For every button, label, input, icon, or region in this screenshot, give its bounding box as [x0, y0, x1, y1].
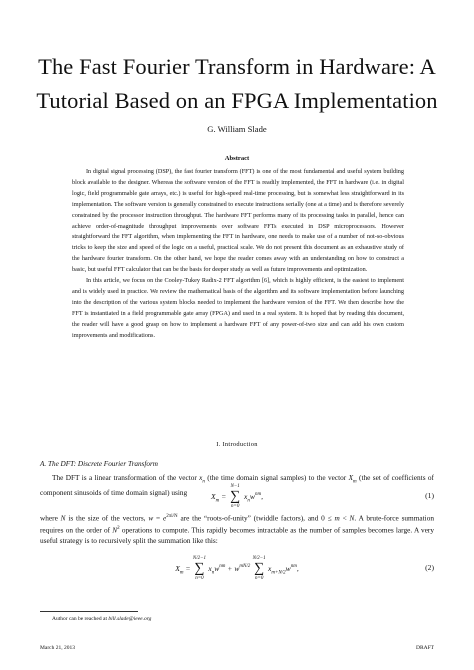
- intro-paragraph-2: where N is the size of the vectors, $w = e^{2\pi i/N}$ are the “roots-of-unity” (twiddle factors), and 0 ≤ m < N. A brute-force summation requires on the order of $N^2$ operations to compute. This rapidly becomes intractable as the number of samples becomes large. A very useful strategy is to recursively split the summation like this:: [40, 513, 435, 546]
- author-email: bill.slade@ieee.org: [108, 616, 152, 622]
- equation-2-number: (2): [425, 563, 434, 572]
- paper-title-line-2: Tutorial Based on an FPGA Implementation: [36, 88, 438, 113]
- abstract-paragraph-2: In this article, we focus on the Cooley-Tukey Radix-2 FFT algorithm [6], which is highly efficient, is the easiest to implement and is widely used in practice. We review the mathematical basis of the algorithm and its software implementation before launching into the description of the various system blocks needed to implement the hardware version of the FFT. We then describe how the FFT is instantiated in a field programmable gate array (FPGA) and used in a real system. It is hoped that by reading this document, the reader will have a good grasp on how to implement a hardware FFT of any power-of-two size and can add his own custom improvements and modifications.: [72, 277, 404, 339]
- author-name: G. William Slade: [207, 124, 267, 134]
- footer-status: DRAFT: [415, 645, 434, 651]
- equation-1: $X_m$ = N−1 ∑ n=0 $x_nw^{nm}$, (1): [210, 484, 434, 509]
- footer-date: March 21, 2013: [40, 645, 75, 651]
- paper-title-line-1: The Fast Fourier Transform in Hardware: A: [38, 54, 436, 79]
- abstract-heading: Abstract: [224, 155, 250, 162]
- abstract-paragraph-1: In digital signal processing (DSP), the fast fourier transform (FFT) is one of the most fundamental and useful system building block available to the designer. Whereas the software version of the FFT is readily implemented, the FFT in hardware (i.e. in digital logic, field programmable gate arrays, etc.) is useful for high-speed real-time processing, but is somewhat less straightforward in its implementation. The software version is generally constrained to execute instructions serially (one at a time) and is therefore severely constrained by the processor instruction throughput. The hardware FFT performs many of its processing tasks in parallel, hence can achieve order-of-magnitude throughput improvements over software FFTs executed in DSP microprocessors. However straightforward the FFT algorithm, when implementing the FFT in hardware, one needs to make use of a number of not-so-obvious tricks to keep the size and speed of the logic on a useful, practical scale. We do not present this document as an exhaustive study of the hardware fourier transform. On the other hand, we hope the reader comes away with an understanding on how to construct a basic, but useful FFT calculator that can be the basis for deeper study as well as future improvements and optimization.: [72, 168, 404, 274]
- equation-1-number: (1): [425, 491, 434, 500]
- abstract-body: [72, 167, 404, 342]
- subsection-heading: A. The DFT: Discrete Fourier Transform: [40, 460, 158, 468]
- footnote: Author can be reached at bill.slade@ieee.org: [52, 616, 152, 622]
- summation-symbol: N−1 ∑ n=0: [230, 484, 241, 509]
- footnote-rule: [40, 611, 138, 612]
- intro-paragraph-1: The DFT is a linear transformation of the vector $x_n$ (the time domain signal samples) to the vector $X_m$ (the set of coefficients of component sinusoids of time domain signal) using: [40, 473, 434, 498]
- section-heading: I. Introduction: [216, 441, 258, 448]
- equation-2: $X_m$ = N/2−1 ∑ n=0 $x_nw^{nm} + w^{mN/2}$ N/2−1 ∑ n=0 $x_{m+N/2}w^{nm}$, (2): [175, 556, 434, 581]
